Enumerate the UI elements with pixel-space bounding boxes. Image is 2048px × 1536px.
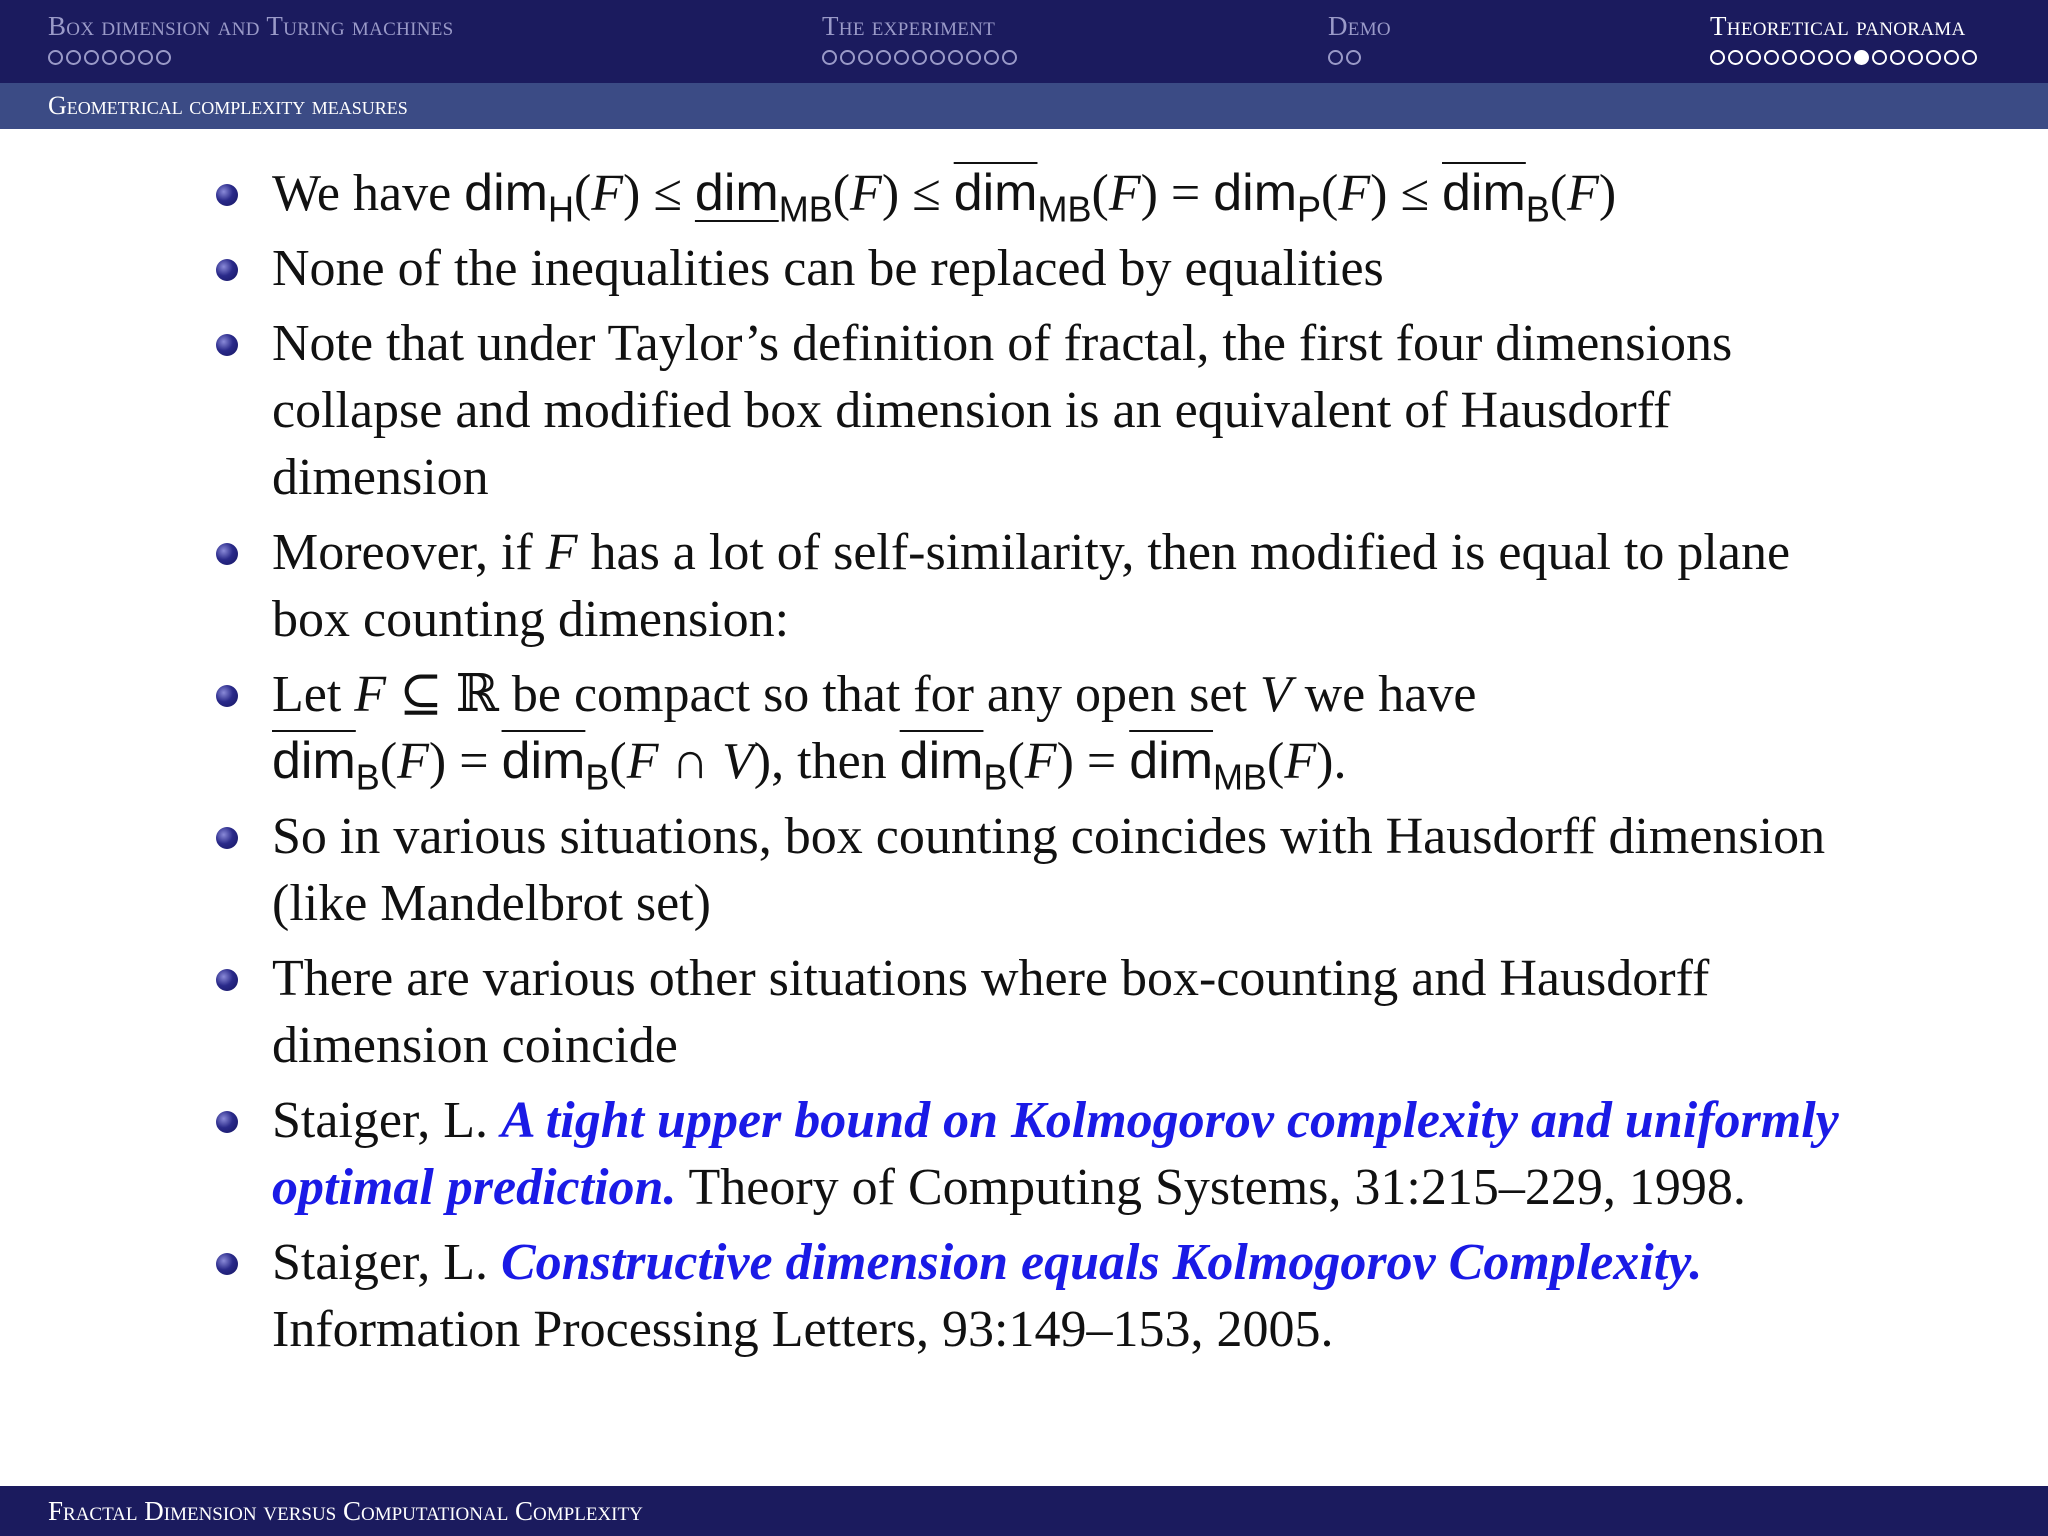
nav-section-theoretical-panorama[interactable]: [1710, 11, 1977, 65]
bullet-icon: [216, 685, 238, 707]
frame-dot[interactable]: [1746, 50, 1761, 65]
frame-dot[interactable]: [66, 50, 81, 65]
bullet-icon: [216, 1111, 238, 1133]
section-navigation-bar: [0, 0, 2048, 83]
frame-dot[interactable]: [1728, 50, 1743, 65]
frame-dot[interactable]: [984, 50, 999, 65]
frame-dot[interactable]: [894, 50, 909, 65]
reference-title-link[interactable]: A tight upper bound on Kolmogorov complexity and uniformly optimal prediction.: [272, 1092, 1839, 1216]
frame-dot[interactable]: [1944, 50, 1959, 65]
frame-dot[interactable]: [1346, 50, 1361, 65]
bullet-other-situations: There are various other situations where box-counting and Hausdorff dimension coincide: [212, 945, 1872, 1079]
frame-dot[interactable]: [1872, 50, 1887, 65]
frame-dot[interactable]: [876, 50, 891, 65]
bullet-compact-set-theorem: Let F ⊆ ℝ be compact so that for any open set V we have $\overline{dim}_B(F) = \overline{dim}_B(F$ ∩ V), then $\overline{dim}_B(F) = \overline{dim}_{MB}(F)$.: [212, 661, 1872, 795]
bullet-icon: [216, 827, 238, 849]
frame-dot[interactable]: [1782, 50, 1797, 65]
slide-content: [212, 160, 1872, 1371]
bullet-mandelbrot: So in various situations, box counting coincides with Hausdorff dimension (like Mandelbrot set): [212, 803, 1872, 937]
bullet-dimension-inequalities: We have $dim_H(F) \le dim_{MB}(F) \le \overline{dim}_{MB}(F) = dim_P(F) \le \overline{dim}_B(F)$: [212, 160, 1872, 227]
subsection-title: Geometrical complexity measures: [48, 91, 408, 120]
frame-dot[interactable]: [948, 50, 963, 65]
frame-dot[interactable]: [1328, 50, 1343, 65]
nav-section-title[interactable]: The experiment: [822, 11, 996, 41]
frame-dot[interactable]: [822, 50, 837, 65]
nav-section-title[interactable]: Demo: [1328, 11, 1391, 41]
frame-dot[interactable]: [102, 50, 117, 65]
bullet-taylor-definition: Note that under Taylor’s definition of fractal, the first four dimensions collapse and modified box dimension is an equivalent of Hausdorff dimension: [212, 310, 1872, 511]
bullet-icon: [216, 184, 238, 206]
footer-title: Fractal Dimension versus Computational Complexity: [48, 1496, 643, 1526]
subsection-bar: [0, 83, 2048, 129]
frame-dot[interactable]: [84, 50, 99, 65]
frame-dot[interactable]: [930, 50, 945, 65]
frame-dot[interactable]: [1962, 50, 1977, 65]
frame-dot[interactable]: [840, 50, 855, 65]
nav-section-title[interactable]: Theoretical panorama: [1710, 11, 1966, 41]
bullet-self-similarity: Moreover, if F has a lot of self-similarity, then modified is equal to plane box counting dimension:: [212, 519, 1872, 653]
bullet-reference-1998: Staiger, L. A tight upper bound on Kolmogorov complexity and uniformly optimal prediction. Theory of Computing Systems, 31:215–229, 1998.: [212, 1087, 1872, 1221]
frame-dot[interactable]: [1002, 50, 1017, 65]
bullet-list: [212, 160, 1872, 1363]
bullet-icon: [216, 969, 238, 991]
nav-frame-dots: [1328, 50, 1391, 65]
bullet-icon: [216, 1253, 238, 1275]
bullet-icon: [216, 543, 238, 565]
frame-dot[interactable]: [120, 50, 135, 65]
nav-frame-dots: [822, 50, 1017, 65]
nav-frame-dots: [48, 50, 454, 65]
nav-frame-dots: [1710, 50, 1977, 65]
frame-dot[interactable]: [138, 50, 153, 65]
nav-section-demo[interactable]: [1328, 11, 1391, 65]
frame-dot[interactable]: [156, 50, 171, 65]
frame-dot[interactable]: [1710, 50, 1725, 65]
frame-dot[interactable]: [1908, 50, 1923, 65]
frame-dot[interactable]: [1836, 50, 1851, 65]
frame-dot[interactable]: [966, 50, 981, 65]
bullet-icon: [216, 334, 238, 356]
bullet-reference-2005: Staiger, L. Constructive dimension equals Kolmogorov Complexity. Information Processing Letters, 93:149–153, 2005.: [212, 1229, 1872, 1363]
frame-dot[interactable]: [1890, 50, 1905, 65]
bullet-no-equalities: None of the inequalities can be replaced by equalities: [212, 235, 1872, 302]
frame-dot[interactable]: [1818, 50, 1833, 65]
footer-bar: [0, 1486, 2048, 1536]
reference-title-link[interactable]: Constructive dimension equals Kolmogorov Complexity.: [500, 1234, 1703, 1291]
current-frame-dot[interactable]: [1854, 50, 1869, 65]
nav-section-box-dimension[interactable]: [48, 11, 454, 65]
frame-dot[interactable]: [1764, 50, 1779, 65]
frame-dot[interactable]: [912, 50, 927, 65]
nav-section-experiment[interactable]: [822, 11, 1017, 65]
frame-dot[interactable]: [1800, 50, 1815, 65]
nav-section-title[interactable]: Box dimension and Turing machines: [48, 11, 454, 41]
frame-dot[interactable]: [1926, 50, 1941, 65]
frame-dot[interactable]: [858, 50, 873, 65]
frame-dot[interactable]: [48, 50, 63, 65]
bullet-icon: [216, 259, 238, 281]
